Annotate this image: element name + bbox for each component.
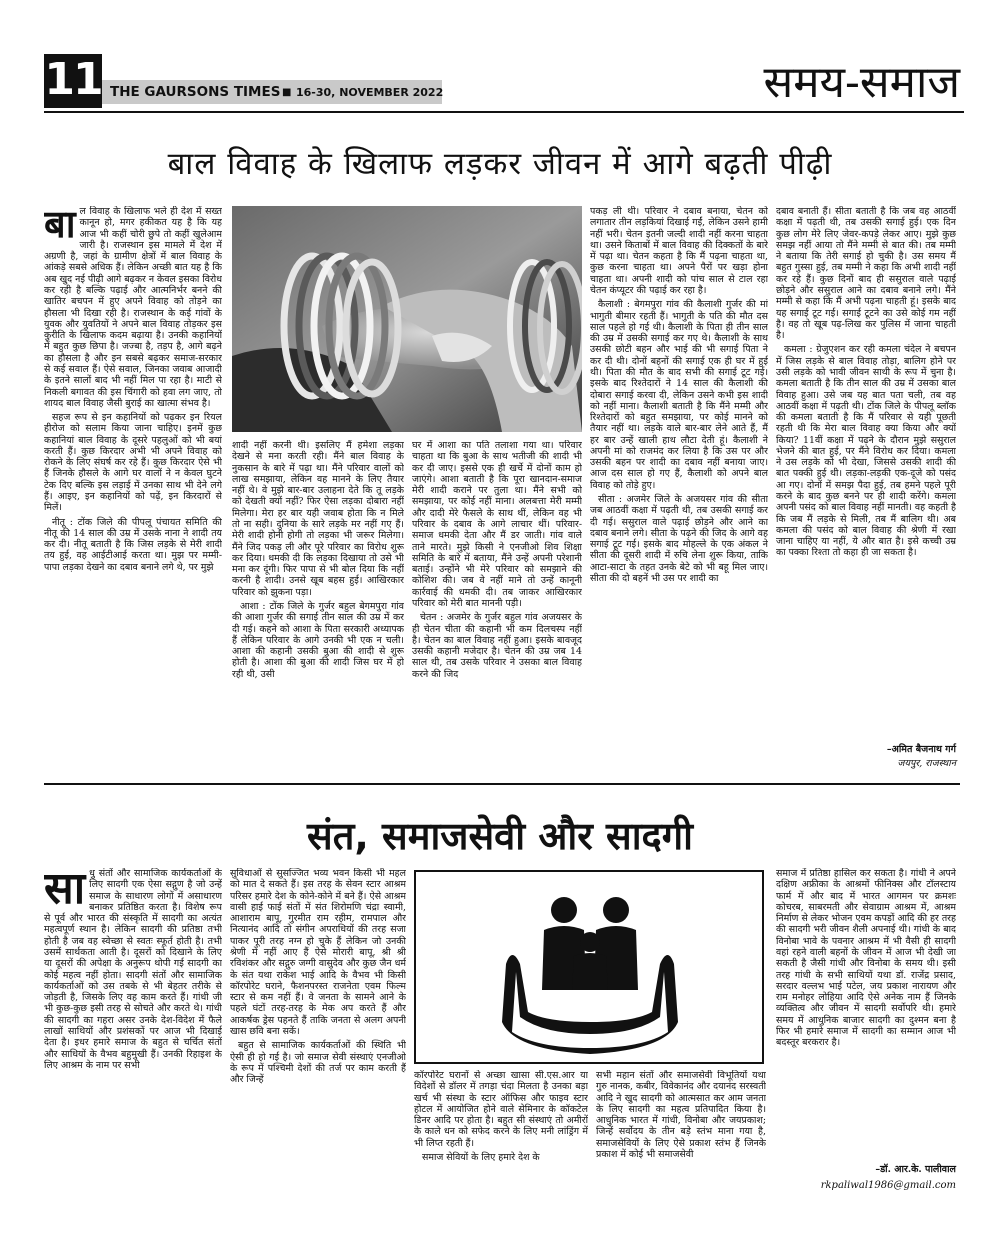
article1-photo [232,206,582,432]
separator: ■ [282,87,292,98]
article1-dropcap: बा [44,206,76,246]
paper-name: THE GAURSONS TIMES [110,84,281,100]
article-divider [44,783,960,785]
article1-col4: पकड़ ली थी। परिवार ने दबाव बनाया, चेतन को लगातार तीन लड़कियां दिखाई गईं, लेकिन उसने हामी नहीं भरी। चेतन इतनी जल्दी शादी नहीं करना चाहता था। उसने किताबों में बाल विवाह की दिक्कतों के बारे में पढ़ा था। चेतन कहता है कि मैं पढ़ना चाहता था, कुछ करना चाहता था। अपने पैरों पर खड़ा होना चाहता था। अपनी शादी को पांच साल से टाल रहा चेतन कंप्यूटर की पढ़ाई कर रहा है। कैलाशी : बेगमपुरा गांव की कैलाशी गुर्जर की मां भागुती बीमार रहती हैं। भागुती के पति की मौत दस साल पहले हो गई थी। कैलाशी के पिता ही तीन साल की उम्र में उसकी सगाई कर गए थे। कैलाशी के साथ उसकी छोटी बहन और भाई की भी सगाई पिता ने कर दी थी। दोनों बहनों की सगाई एक ही घर में हुई थी। पिता की मौत के बाद सभी की सगाई टूट गई। इसके बाद रिश्तेदारों ने 14 साल की कैलाशी की दोबारा सगाई करवा दी, लेकिन उसने कभी इस शादी को नहीं माना। कैलाशी बताती है कि मैंने मम्मी और रिश्तेदारों को बहुत समझाया, पर कोई मानने को तैयार नहीं था। लड़के वाले बार-बार लेने आते हैं, मैं हर बार उन्हें खाली हाथ लौटा देती हूं। कैलाशी ने अपनी मां को राजमंद कर लिया है कि उस पर और उसकी बहन पर शादी का दबाव नहीं बनाया जाए। आज दस साल हो गए हैं, कैलाशी को अपने बाल विवाह को तोड़े हुए। सीता : अजमेर जिले के अजयसर गांव की सीता जब आठवीं कक्षा में पढ़ती थी, तब उसकी सगाई कर दी गई। ससुराल वाले पढ़ाई छोड़ने और आने का दबाव बनाने लगे। सीता के पढ़ने की जिद के आगे वह सगाई टूट गई। इसके बाद मोहल्ले के एक अंकल ने सीता की दूसरी शादी में रुचि लेना शुरू किया, ताकि आटा-साटा के तहत उनके बेटे को भी बहू मिल जाए। सीता की दो बहनें भी उस पर शादी का [590,206,768,584]
article2-illustration-box [414,870,764,1064]
article2-col3: कॉरपोरेट घरानों से अच्छा खासा सी.एस.आर या विदेशों से डॉलर में तगड़ा चंदा मिलता है उनका बड़ा खर्च भी संस्था के स्टार ऑफिस और फाइव स्टार होटल में आयोजित होने वाले सेमिनार के कॉकटेल डिनर आदि पर होता है। बहुत सी संस्थाएं तो अमीरों के काले धन को सफेद करने के लिए मनी लांड्रिंग में भी लिप्त रहती हैं। समाज सेवियों के लिए हमारे देश के [414,1070,588,1163]
article2-col4: सभी महान संतों और समाजसेवी विभूतियों यथा गुरु नानक, कबीर, विवेकानंद और दयानंद सरस्वती आदि ने खुद सादगी को आत्मसात कर आम जनता के लिए सादगी का महत्व प्रतिपादित किया है। आधुनिक भारत में गांधी, विनोबा और जयप्रकाश; जिन्हें सर्वोदय के तीन बड़े स्तंभ माना गया है, समाजसेवियों के लिए ऐसे प्रकाश स्तंभ हैं जिनके प्रकाश में कोई भी समाजसेवी [596,1070,766,1160]
article1-location: जयपुर, राजस्थान [897,758,956,769]
article1-col5: दबाव बनाती हैं। सीता बताती है कि जब वह आठवीं कक्षा में पढ़ती थी, तब उसकी सगाई हुई। एक दिन कुछ लोग मेरे लिए जेवर-कपड़े लेकर आए। मुझे कुछ समझ नहीं आया तो मैंने मम्मी से बात की। तब मम्मी ने बताया कि तेरी सगाई हो चुकी है। उस समय मैं बहुत गुस्सा हुई, तब मम्मी ने कहा कि अभी शादी नहीं कर रहे हैं। कुछ दिनों बाद ही ससुराल वाले पढ़ाई छोड़ने और ससुराल आने का दबाव बनाने लगे। मैंने मम्मी से कहा कि मैं अभी पढ़ना चाहती हूं। इसके बाद यह सगाई टूट गई। सगाई टूटने का उसे कोई गम नहीं है। वह तो खूब पढ़-लिख कर पुलिस में जाना चाहती है। कमला : ग्रेजुएशन कर रही कमला चंदेल ने बचपन में जिस लड़के से बाल विवाह तोड़ा, बालिग होने पर उसी लड़के को भावी जीवन साथी के रूप में चुना है। कमला बताती है कि तीन साल की उम्र में उसका बाल विवाह हुआ। उसे जब यह बात पता चली, तब वह आठवीं कक्षा में पढ़ती थी। टोंक जिले के पीपलू ब्लॉक की कमला बताती है कि मैं परिवार से यही पूछती रहती थी कि मेरा बाल विवाह क्या किया और क्यों किया? 11वीं कक्षा में पढ़ने के दौरान मुझे ससुराल भेजने की बात हुई, पर मैंने विरोध कर दिया। कमला ने उस लड़के को भी देखा, जिससे उसकी शादी की बात पक्की हुई थी। लड़का-लड़की एक-दूजे को पसंद आ गए। दोनों में समझ पैदा हुई, तब हमने पहले पूरी करने के बाद कुछ बनने पर ही शादी करेंगे। कमला अपनी पसंद को बाल विवाह नहीं मानती। वह कहती है कि जब मैं लड़के से मिली, तब मैं बालिग थी। अब कमला की पसंद को बाल विवाह की श्रेणी में रखा जाना चाहिए या नहीं, ये और बात है। इसे कच्ची उम्र का पक्का रिश्ता तो कहा ही जा सकता है। [776,206,956,559]
article1-byline: –अमित बैजनाथ गर्ग [886,744,956,755]
article2-dropcap: सा [44,868,86,914]
article2-email[interactable]: rkpaliwal1986@gmail.com [820,1180,956,1191]
article1-col2: शादी नहीं करनी थी। इसलिए मैं हमेशा लड़का देखने से मना करती रही। मैंने बाल विवाह के नुकसान के बारे में पढ़ा था। मैंने परिवार वालों को लाख समझाया, लेकिन वह मानने के लिए तैयार नहीं थे। वे मुझे बार-बार उलाहना देते कि तू लड़के को देखती क्यों नहीं? फिर ऐसा लड़का दोबारा नहीं मिलेगा। मेरा हर बार यही जवाब होता कि न मिले तो ना सही। दुनिया के सारे लड़के मर नहीं गए हैं। मेरी शादी होनी होगी तो लड़का भी जरूर मिलेगा। मैंने जिद पकड़ ली और पूरे परिवार का विरोध शुरू कर दिया। धमकी दी कि लड़का दिखाया तो उसे भी मना कर दूंगी। फिर पापा से भी बोल दिया कि नहीं करनी है शादी। उनसे खूब बहस हुई। आखिरकार परिवार को झुकना पड़ा। आशा : टोंक जिले के गुर्जर बहुल बेगमपुरा गांव की आशा गुर्जर की सगाई तीन साल की उम्र में कर दी गई। कहने को आशा के पिता सरकारी अध्यापक हैं लेकिन परिवार के आगे उनकी भी एक न चली। आशा की कहानी उसकी बुआ की शादी से शुरू होती है। आशा की बुआ की शादी जिस घर में हो रही थी, उसी [232,440,404,680]
masthead-rule [44,111,964,113]
article2-col2: सुविधाओं से सुसज्जित भव्य भवन किसी भी महल को मात दे सकते हैं। इस तरह के सेवन स्टार आश्रम परिसर हमारे देश के कोने-कोने में बने हैं। ऐसे आश्रम वासी हाई फाई संतों में संत शिरोमणि चंद्रा स्वामी, आशाराम बापू, गुरमीत राम रहीम, रामपाल और नित्यानंद आदि तो संगीन अपराधियों की तरह सजा पाकर पूरी तरह नग्न हो चुके हैं लेकिन जो उनकी श्रेणी में नहीं आए हैं ऐसे मोरारी बापू, श्री श्री रविशंकर और सद्गुरु जग्गी वासुदेव और कुछ जैन धर्म के संत यथा राकेश भाई आदि के वैभव भी किसी कॉरपोरेट घराने, फैशनपरस्त राजनेता एवम फिल्म स्टार से कम नहीं हैं। वे जनता के सामने आने के पहले घंटों तरह-तरह के मेक अप करते हैं और आकर्षक ड्रेस पहनते हैं ताकि जनता से अलग अपनी खास छवि बना सकें। बहुत से सामाजिक कार्यकर्ताओं की स्थिति भी ऐसी ही हो गई है। जो समाज सेवी संस्थाएं एनजीओ के रूप में पश्चिमी देशों की तर्ज पर काम करती हैं और जिन्हें [230,868,406,1086]
article2-col5: समाज में प्रतिष्ठा हासिल कर सकता है। गांधी ने अपने दक्षिण अफ्रीका के आश्रमों फीनिक्स और टॉलस्टाय फार्म में और बाद में भारत आगमन पर क्रमशः कोचरब, साबरमती और सेवाग्राम आश्रम में, आश्रम निर्माण से लेकर भोजन एवम कपड़ों आदि की हर तरह की सादगी भरी जीवन शैली अपनाई थी। गांधी के बाद विनोबा भावे के पवनार आश्रम में भी वैसी ही सादगी वहां रहने वाली बहनों के जीवन में आज भी देखी जा सकती है जैसी गांधी और विनोबा के समय थी। इसी तरह गांधी के सभी साथियों यथा डॉ. राजेंद्र प्रसाद, सरदार वल्लभ भाई पटेल, जय प्रकाश नारायण और राम मनोहर लोहिया आदि ऐसे अनेक नाम हैं जिनके व्यक्तित्व और जीवन में सादगी सर्वोपरि थी। हमारे समय में आधुनिक बाजार सादगी का दुश्मन बना है फिर भी हमारे समाज में सादगी का सम्मान आज भी बदस्तूर बरकरार है। [776,868,956,1049]
article2-byline: –डॉ. आर.के. पालीवाल [875,1164,956,1175]
article1-headline: बाल विवाह के खिलाफ लड़कर जीवन में आगे बढ़ती पीढ़ी [167,146,833,182]
article2-headline: संत, समाजसेवी और सादगी [307,814,693,858]
issue-date: 16-30, NOVEMBER 2022 [296,86,444,99]
hands-with-bangles-photo [232,206,582,432]
page-number: 11 [44,54,102,105]
article2-col1: सा धु संतों और सामाजिक कार्यकर्ताओं के लिए सादगी एक ऐसा सद्गुण है जो उन्हें समाज के साधारण लोगों में असाधारण बनाकर प्रतिष्ठित करता है। विशेष रूप से पूर्व और भारत की संस्कृति में सादगी का अत्यंत महत्वपूर्ण स्थान है। लेकिन सादगी की प्रतिष्ठा तभी होती है जब वह स्वेच्छा से स्वतः स्फूर्त होती है। तभी उसमें सार्थकता आती है। दूसरों को दिखाने के लिए या दूसरों की अपेक्षा के अनुरूप थोपी गई सादगी का कोई महत्व नहीं होता। सादगी संतों और सामाजिक कार्यकर्ताओं को उस तबके से भी बेहतर तरीके से जोड़ती है, जिसके लिए वह काम करते हैं। गांधी जी भी कुछ-कुछ इसी तरह से सोचते और करते थे। गांधी की सादगी का गहरा असर उनके देश-विदेश में फैले लाखों साथियों और प्रशंसकों पर आज भी दिखाई देता है। इधर हमारे समाज के बहुत से चर्चित संतों और साधियों के वैभव बहुमुखी हैं। उनकी रिहाइश के लिए आश्रम के नाम पर सभी [44,868,222,1071]
article1-col1: बा ल विवाह के खिलाफ भले ही देश में सख्त कानून हो, मगर हकीकत यह है कि यह आज भी कहीं चोरी छुपे तो कहीं खुलेआम जारी है। राजस्थान इस मामले में देश में अग्रणी है, जहां के ग्रामीण क्षेत्रों में बाल विवाह के आंकड़े सबसे अधिक हैं। लेकिन अच्छी बात यह है कि अब खुद नई पीढ़ी आगे बढ़कर न केवल इसका विरोध कर रही है बल्कि पढ़ाई और आत्मनिर्भर बनने की खातिर बचपन में हुए अपने विवाह को तोड़ने का हौसला भी दिखा रही है। राजस्थान के कई गांवों के युवक और युवतियों ने अपने बाल विवाह तोड़कर इस कुरीति के खिलाफ कदम बढ़ाया है। उनकी कहानियों में बहुत कुछ छिपा है। जज्बा है, तड़प है, आगे बढ़ने का हौसला है और इन सबसे बढ़कर समाज-सरकार से कई सवाल हैं। ऐसे सवाल, जिनका जवाब आजादी के इतने सालों बाद भी नहीं मिल पा रहा है। माटी से निकली बगावत की इस चिंगारी को हवा लग जाए, तो शायद बाल विवाह जैसी बुराई का खात्मा संभव है। सहज रूप से इन कहानियों को पढ़कर इन रियल हीरोज को सलाम किया जाना चाहिए। इनमें कुछ कहानियां बाल विवाह के दूसरे पहलुओं को भी बयां करती हैं। कुछ किरदार अभी भी अपने विवाह को रोकने के लिए संघर्ष कर रहे हैं। कुछ किरदार ऐसे भी हैं जिनके हौसले के आगे घर वालों ने न केवल घुटने टेक दिए बल्कि इस लड़ाई में उनका साथ भी देने लगे हैं। आइए, इन कहानियों को पढ़ें, इन किरदारों से मिलें। नीतू : टोंक जिले की पीपलू पंचायत समिति की नीतू की 14 साल की उम्र में उसके नाना ने शादी तय कर दी। नीतू बताती है कि जिस लड़के से मेरी शादी तय हुई, वह आईटीआई करता था। मुझ पर मम्मी-पापा लड़का देखने का दबाव बनाने लगे थे, पर मुझे [44,206,222,573]
section-title: समय-समाज [763,57,960,108]
family-care-hands-icon [416,872,762,1062]
article1-col3: घर में आशा का पति तलाशा गया था। परिवार चाहता था कि बुआ के साथ भतीजी की शादी भी कर दी जाए। इससे एक ही खर्चे में दोनों काम हो जाएंगे। आशा बताती है कि पूरा खानदान-समाज मेरी शादी कराने पर तुला था। मैंने सभी को समझाया, पर कोई नहीं माना। अलबत्ता मेरी मम्मी और दादी मेरे फैसले के साथ थीं, लेकिन वह भी परिवार के दबाव के आगे लाचार थीं। परिवार-समाज धमकी देता और मैं डर जाती। गांव वाले ताने मारते। मुझे किसी ने एनजीओ शिव शिक्षा समिति के बारे में बताया, मैंने उन्हें अपनी परेशानी बताई। उन्होंने भी मेरे परिवार को समझाने की कोशिश की। जब वे नहीं माने तो उन्हें कानूनी कार्रवाई की धमकी दी। तब जाकर आखिरकार परिवार को मेरी बात माननी पड़ी। चेतन : अजमेर के गुर्जर बहुल गांव अजयसर के ही चेतन चीता की कहानी भी कम दिलचस्प नहीं है। चेतन का बाल विवाह नहीं हुआ। इसके बावजूद उसकी कहानी मजेदार है। चेतन की उम्र जब 14 साल थी, तब उसके परिवार ने उसका बाल विवाह करने की जिद [412,440,582,680]
